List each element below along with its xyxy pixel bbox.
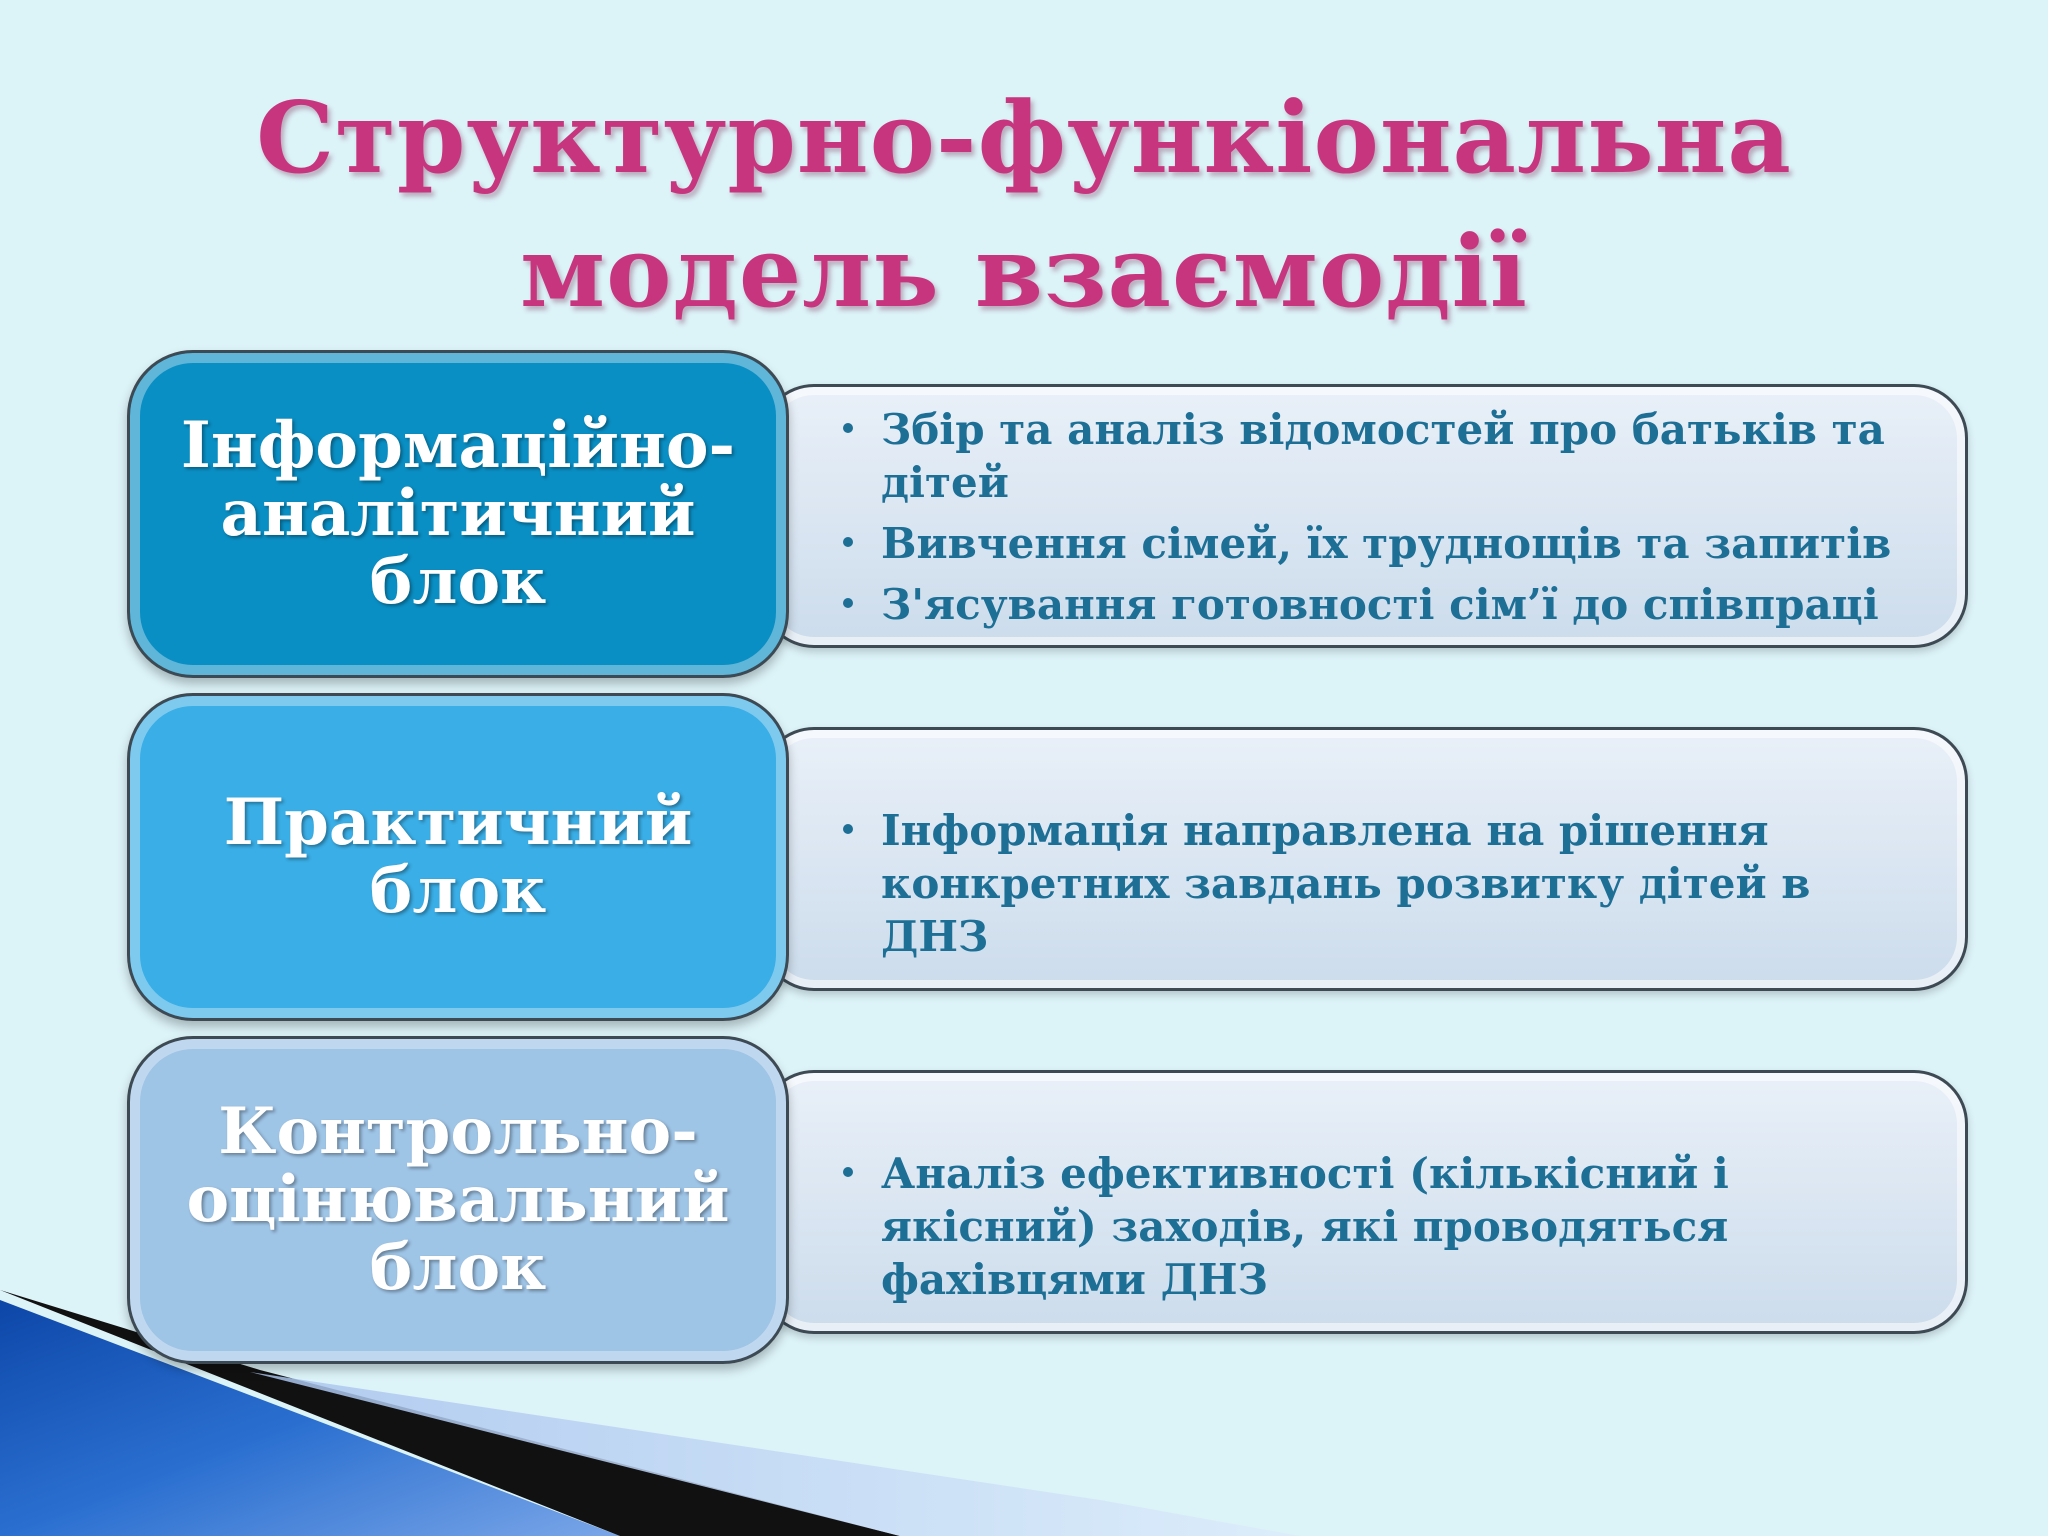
details-panel [760, 384, 1968, 648]
block-label-box [127, 1036, 789, 1364]
bullet-icon [843, 537, 853, 547]
block-label: Практичний блок [223, 785, 693, 928]
details-list [843, 804, 1915, 971]
title-line-2: модель взаємодії [520, 215, 1528, 330]
bullet-icon [843, 1167, 853, 1177]
details-panel [760, 1070, 1968, 1334]
list-item: Аналіз ефективності (кількісний і якісний) заходів, які проводяться фахівцями ДНЗ [843, 1147, 1915, 1306]
details-list [843, 1147, 1915, 1314]
block-label-box [127, 350, 789, 678]
bullet-icon [843, 423, 853, 433]
slide-title [160, 72, 1888, 340]
block-label-box [127, 693, 789, 1021]
title-line-1: Структурно-функіональна [256, 81, 1792, 196]
bullet-icon [843, 598, 853, 608]
block-label: Контрольно- оцінювальний блок [186, 1094, 730, 1305]
details-panel [760, 727, 1968, 991]
block-label: Інформаційно- аналітичний блок [180, 408, 736, 619]
bullet-icon [843, 824, 853, 834]
list-item: Інформація направлена на рішення конкретних завдань розвитку дітей в ДНЗ [843, 804, 1915, 963]
details-list [843, 403, 1915, 639]
list-item: Вивчення сімей, їх труднощів та запитів [843, 517, 1915, 570]
list-item: Збір та аналіз відомостей про батьків та дітей [843, 403, 1915, 509]
list-item: З'ясування готовності сім’ї до співпраці [843, 578, 1915, 631]
